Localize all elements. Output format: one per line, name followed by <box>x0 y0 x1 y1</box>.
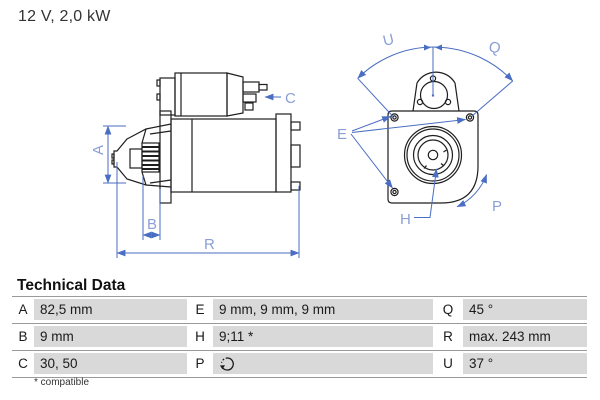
technical-data-heading: Technical Data <box>17 277 126 294</box>
param-key: E <box>187 299 213 320</box>
param-value: 45 ° <box>463 299 587 320</box>
side-view <box>112 73 300 203</box>
param-value: 9 mm, 9 mm, 9 mm <box>213 299 433 320</box>
table-row <box>12 323 587 350</box>
dim-label-q: Q <box>486 38 503 58</box>
param-key: Q <box>433 299 463 320</box>
param-value: 30, 50 <box>34 353 187 374</box>
bearing-boss <box>405 127 462 184</box>
param-value: 9 mm <box>34 326 187 347</box>
param-key: H <box>187 326 213 347</box>
param-key: P <box>187 353 213 374</box>
param-value: max. 243 mm <box>463 326 587 347</box>
dim-label-c: C <box>285 90 296 107</box>
dim-label-r: R <box>204 236 215 253</box>
dim-label-u: U <box>381 30 396 50</box>
param-value <box>213 353 433 374</box>
param-key: U <box>433 353 463 374</box>
rotation-direction-icon <box>219 356 236 372</box>
param-value: 82,5 mm <box>34 299 187 320</box>
side-view-dimensions <box>103 97 299 258</box>
compatibility-footnote: * compatible <box>34 377 90 388</box>
dim-label-b: B <box>147 216 158 233</box>
technical-data-table <box>12 296 587 378</box>
table-row <box>12 350 587 377</box>
pinion-gear <box>142 143 159 172</box>
param-value: 37 ° <box>463 353 587 374</box>
param-key: B <box>12 326 34 347</box>
dim-label-h: H <box>400 211 411 228</box>
param-key: C <box>12 353 34 374</box>
table-bottom-border <box>12 377 587 378</box>
dim-label-p: P <box>492 198 503 215</box>
page-title: 12 V, 2,0 kW <box>18 8 111 25</box>
param-key: A <box>12 299 34 320</box>
table-row <box>12 296 587 323</box>
param-key: R <box>433 326 463 347</box>
dim-label-a: A <box>90 144 107 155</box>
dim-label-e: E <box>337 126 348 143</box>
param-value: 9;11 * <box>213 326 433 347</box>
